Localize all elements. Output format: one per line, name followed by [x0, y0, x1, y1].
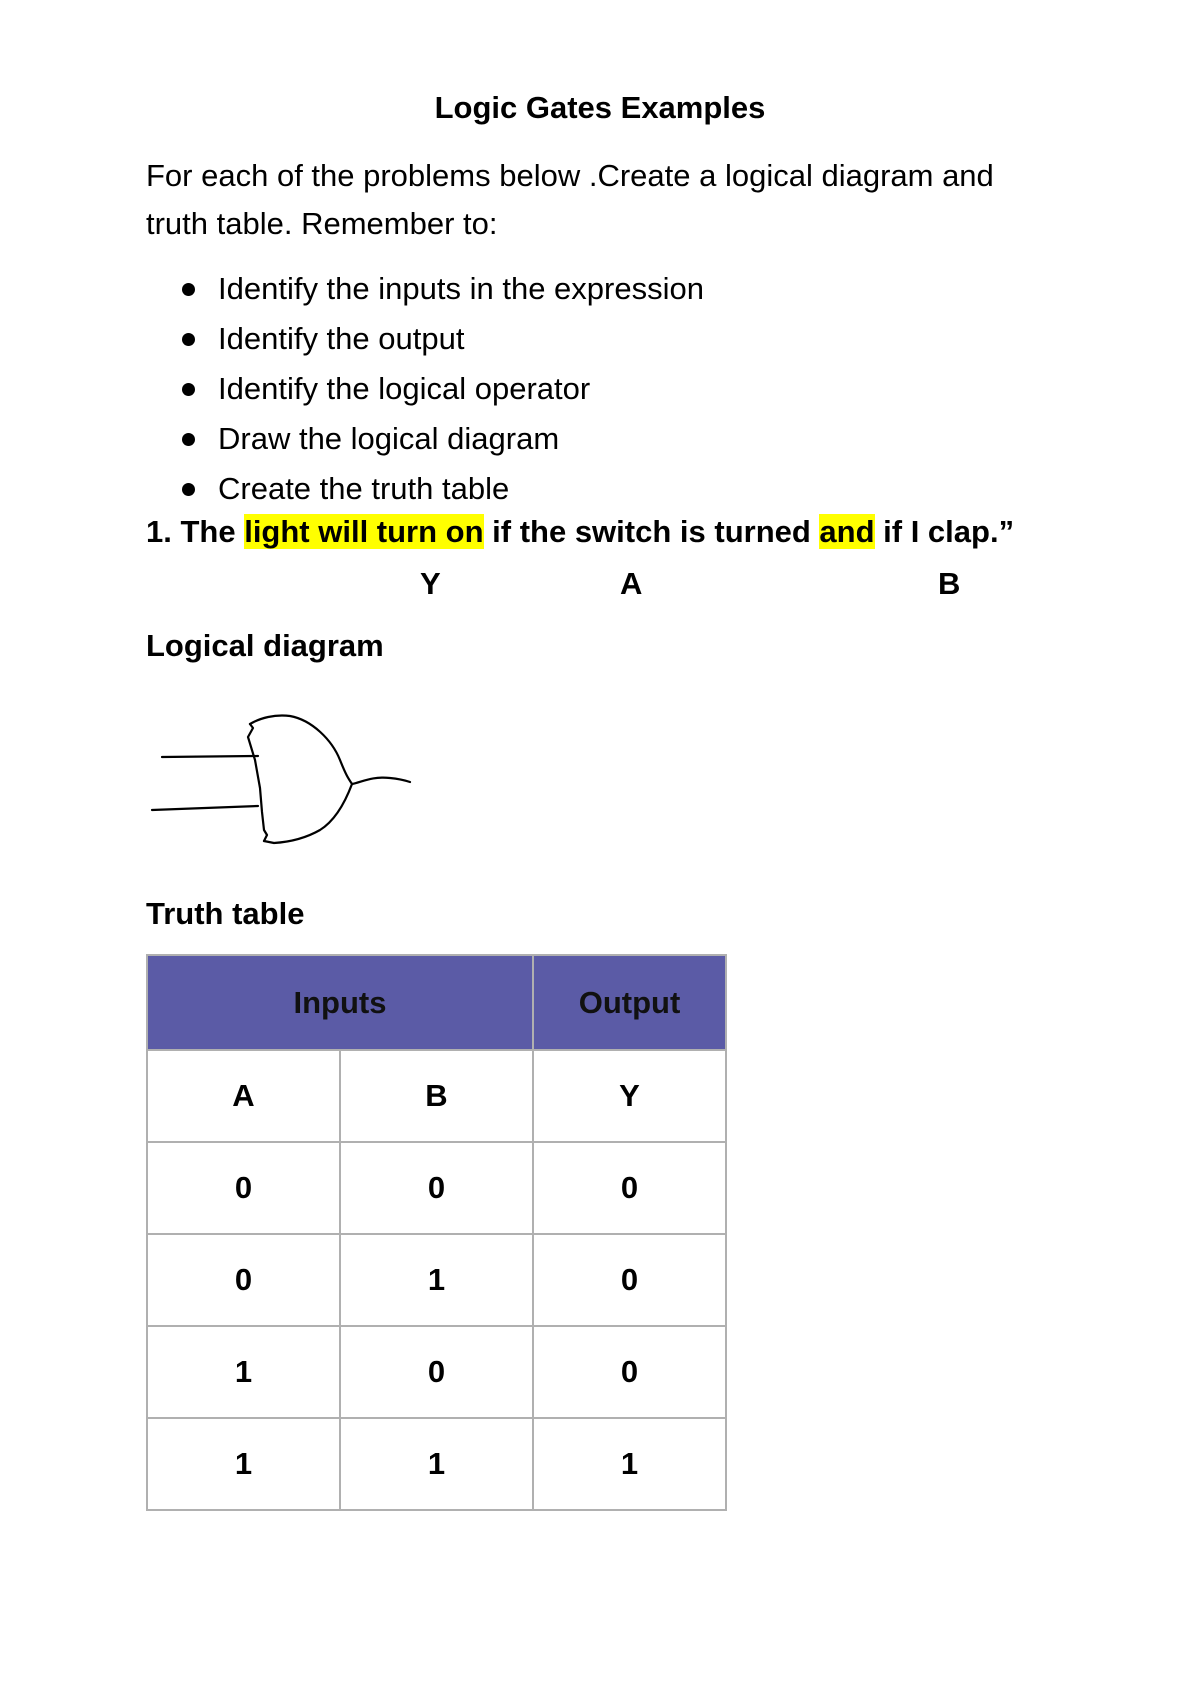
column-y: Y: [533, 1050, 726, 1142]
table-cell: 0: [340, 1142, 533, 1234]
table-cell: 0: [533, 1326, 726, 1418]
table-header-row: [147, 955, 726, 1050]
instruction-text: Identify the logical operator: [218, 371, 591, 406]
table-cell: 0: [147, 1142, 340, 1234]
table-cell: 1: [147, 1326, 340, 1418]
highlight-operator: and: [819, 514, 875, 549]
table-cell: 0: [340, 1326, 533, 1418]
table-cell: 0: [533, 1234, 726, 1326]
logical-diagram-heading: Logical diagram: [146, 628, 384, 663]
column-b: B: [340, 1050, 533, 1142]
column-a: A: [147, 1050, 340, 1142]
truth-table-heading: Truth table: [146, 896, 305, 931]
input-a-wire: [162, 756, 258, 757]
table-cell: 1: [340, 1418, 533, 1510]
gate-back-edge: [248, 724, 267, 841]
intro-line-2: truth table. Remember to:: [146, 206, 498, 241]
table-row: [147, 1234, 726, 1326]
instruction-item: [146, 314, 704, 364]
input-b-wire: [152, 806, 258, 810]
bullet-icon: [182, 383, 195, 396]
problem-text: 1. The: [146, 514, 245, 549]
bullet-icon: [182, 283, 195, 296]
truth-table: [146, 954, 727, 1511]
variable-y-label: Y: [420, 566, 441, 601]
problem-statement: [146, 514, 1014, 550]
table-cell: 1: [533, 1418, 726, 1510]
highlight-output-phrase: light will turn on: [244, 514, 484, 549]
table-cell: 1: [147, 1418, 340, 1510]
instruction-item: [146, 364, 704, 414]
table-row: [147, 1418, 726, 1510]
table-cell: 1: [340, 1234, 533, 1326]
table-row: [147, 1142, 726, 1234]
instruction-text: Create the truth table: [218, 471, 510, 506]
variable-b-label: B: [938, 566, 961, 601]
problem-text: if the switch is turned: [483, 514, 820, 549]
instruction-item: [146, 264, 704, 314]
bullet-icon: [182, 333, 195, 346]
output-y-wire: [352, 778, 410, 784]
variable-a-label: A: [620, 566, 643, 601]
instruction-text: Identify the output: [218, 321, 465, 356]
intro-paragraph: [146, 152, 1086, 248]
gate-body-curve: [250, 715, 352, 843]
and-gate-icon: [140, 700, 430, 860]
header-inputs: Inputs: [147, 955, 533, 1050]
table-row: [147, 1326, 726, 1418]
instruction-item: [146, 414, 704, 464]
instruction-text: Identify the inputs in the expression: [218, 271, 704, 306]
instruction-item: [146, 464, 704, 514]
table-column-row: [147, 1050, 726, 1142]
header-output: Output: [533, 955, 726, 1050]
instruction-text: Draw the logical diagram: [218, 421, 560, 456]
bullet-icon: [182, 483, 195, 496]
bullet-icon: [182, 433, 195, 446]
intro-line-1: For each of the problems below .Create a logical diagram and: [146, 158, 994, 193]
table-cell: 0: [533, 1142, 726, 1234]
page-title: Logic Gates Examples: [434, 90, 766, 125]
table-cell: 0: [147, 1234, 340, 1326]
problem-text: if I clap.”: [874, 514, 1015, 549]
instruction-list: [146, 264, 704, 514]
